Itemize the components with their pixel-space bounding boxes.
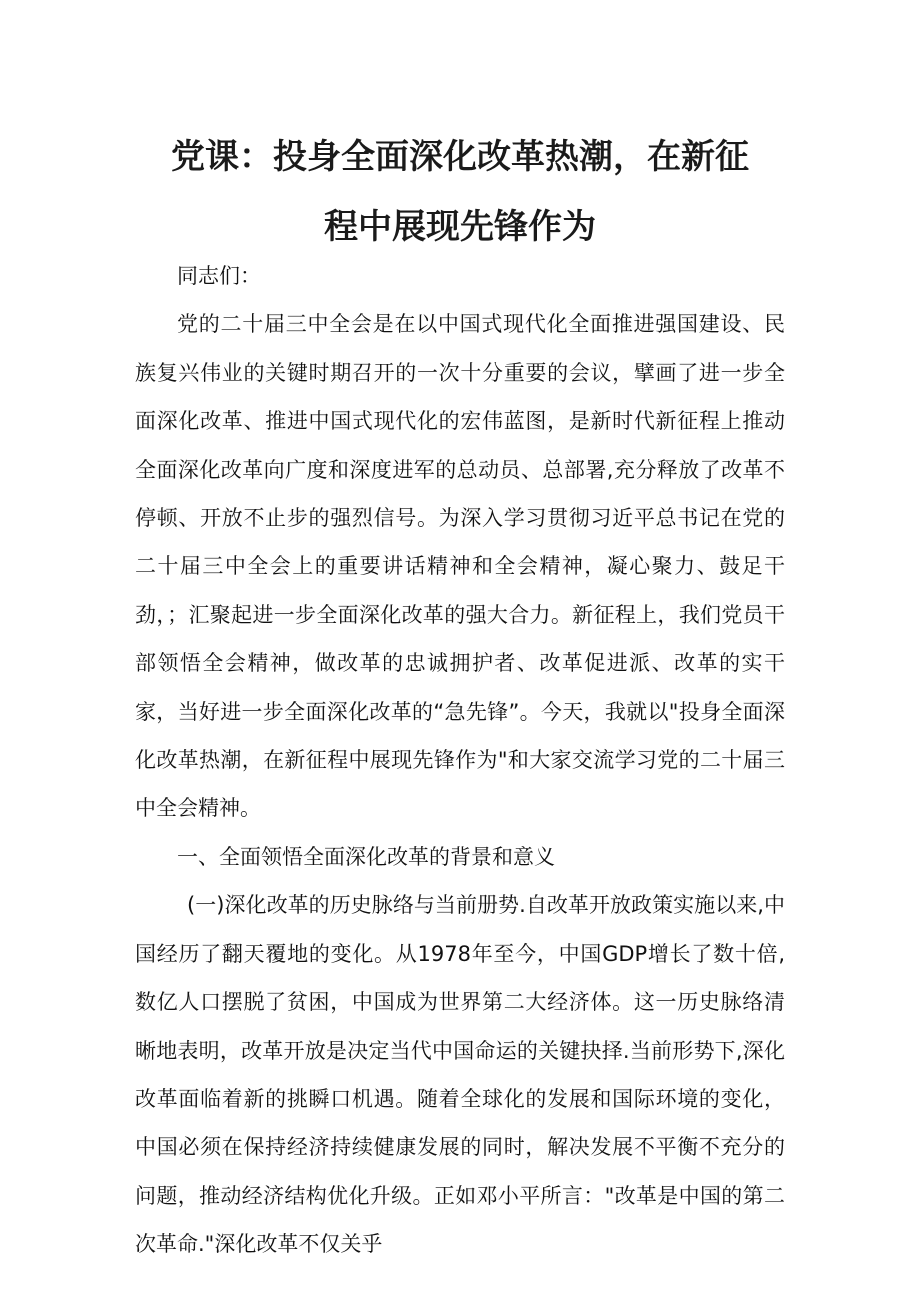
paragraph-intro: 党的二十届三中全会是在以中国式现代化全面推进强国建设、民族复兴伟业的关键时期召开的一次十分重要的会议，擘画了进一步全面深化改革、推进中国式现代化的宏伟蓝图，是新时代新征程上推动全面深化改革向广度和深度进军的总动员、总部署,充分释放了改革不停顿、开放不止步的强烈信号。为深入学习贯彻习近平总书记在党的二十届三中全会上的重要讲话精神和全会精神，凝心聚力、鼓足干劲，；汇聚起进一步全面深化改革的强大合力。新征程上，我们党员干部领悟全会精神，做改革的忠诚拥护者、改革促进派、改革的实干家，当好进一步全面深化改革的“急先锋”。今天，我就以"投身全面深化改革热潮，在新征程中展现先锋作为"和大家交流学习党的二十届三中全会精神。	[135, 312, 785, 821]
document-title-line-1: 党课：投身全面深化改革热潮，在新征	[171, 137, 749, 177]
document-title-line-2: 程中展现先锋作为	[324, 207, 596, 247]
subsection-paragraph: (一)深化改革的历史脉络与当前册势.自改革开放政策实施以来,中国经历了翻天覆地的变化。从1978年至今，中国GDP增长了数十倍,数亿人口摆脱了贫困，中国成为世界第二大经济体。这一历史脉络清晰地表明，改革开放是决定当代中国命运的关键抉择.当前形势下,深化改革面临着新的挑瞬口机遇。随着全球化的发展和国际环境的变化，中国必须在保持经济持续健康发展的同时，解决发展不平衡不充分的问题，推动经济结构优化升级。正如邓小平所言："改革是中国的第二次革命."深化改革不仅关乎	[135, 893, 785, 1257]
salutation: 同志们：	[177, 264, 261, 288]
section-heading: 一、全面领悟全面深化改革的背景和意义	[177, 844, 555, 869]
document-body	[135, 252, 785, 1269]
